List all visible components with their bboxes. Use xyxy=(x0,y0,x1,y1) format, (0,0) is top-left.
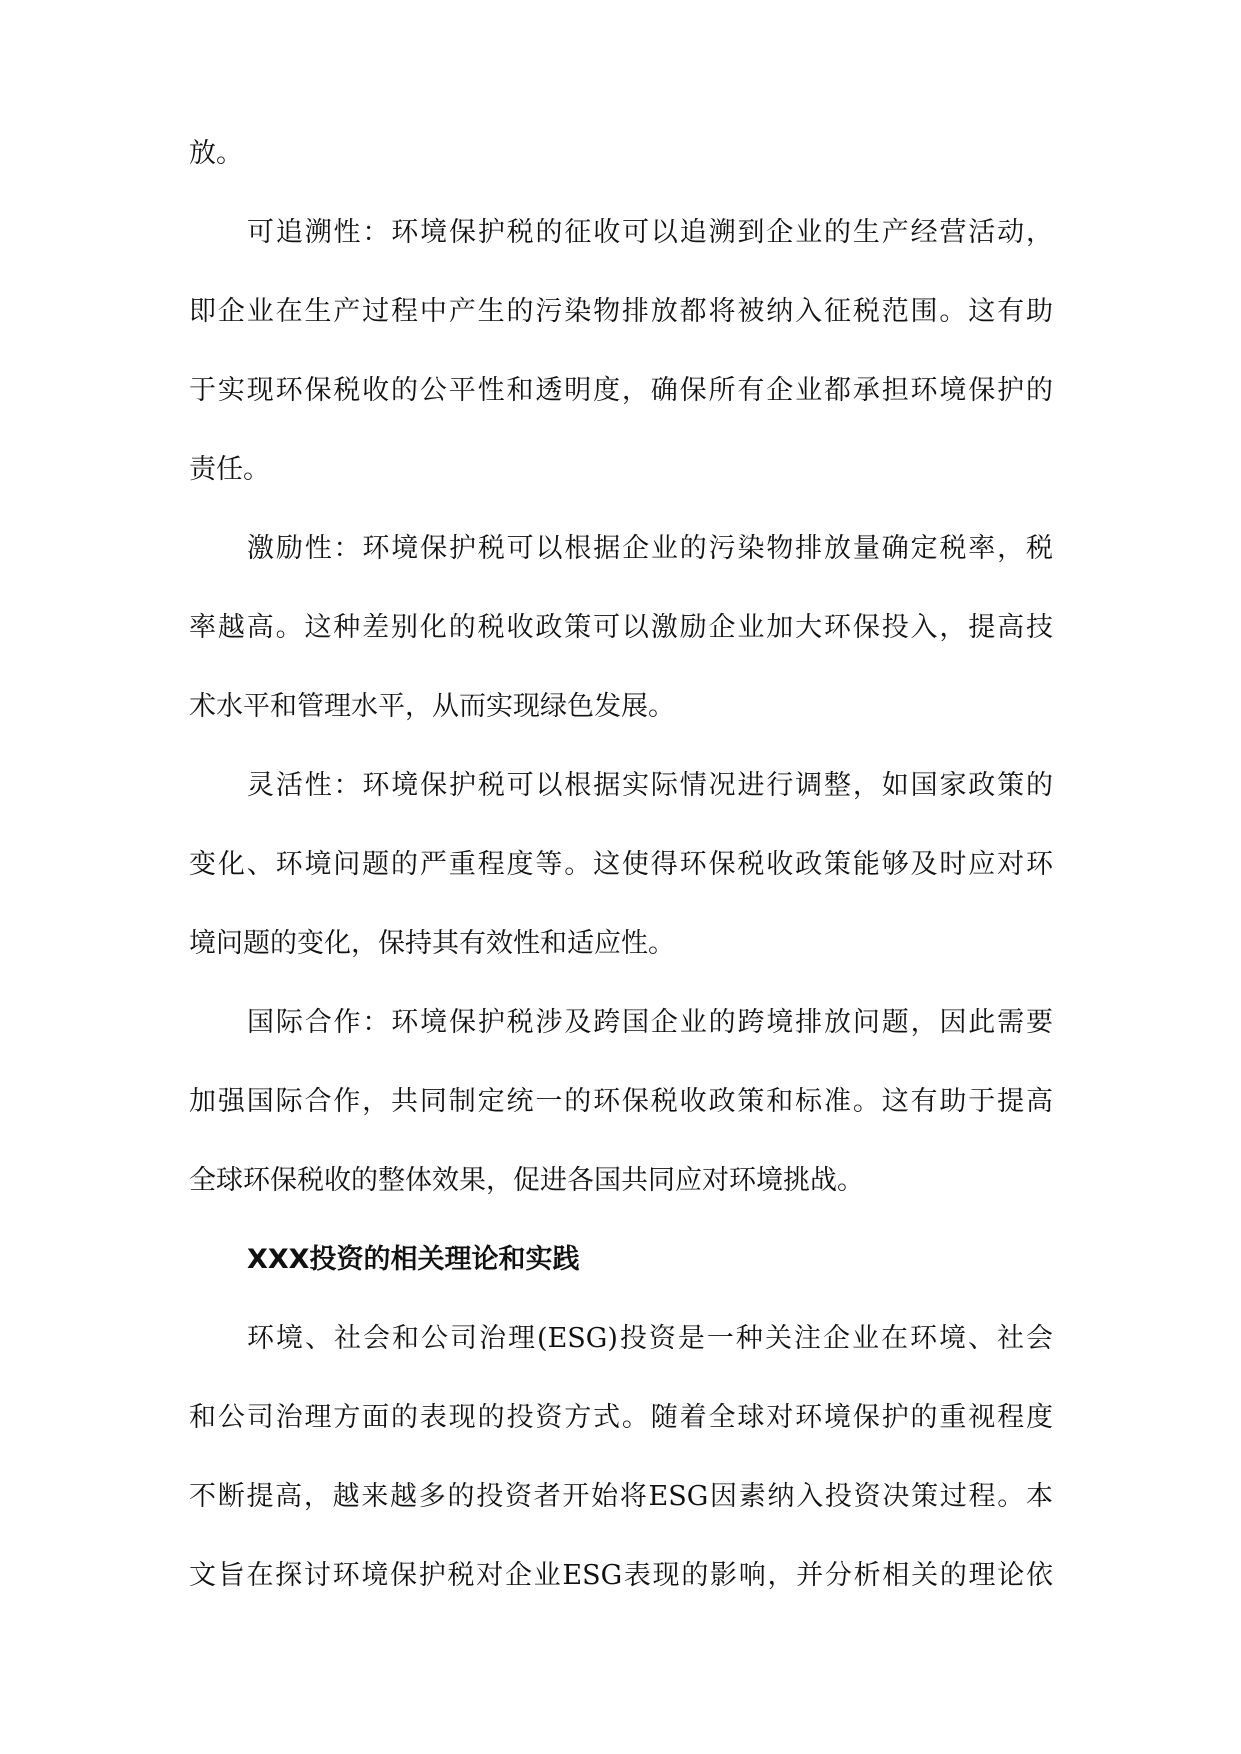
text-line: 责任。 xyxy=(189,454,270,485)
text-line: 环境、社会和公司治理(ESG)投资是一种关注企业在环境、社会 xyxy=(247,1323,1053,1354)
text-line: 境问题的变化，保持其有效性和适应性。 xyxy=(189,928,675,959)
text-line: 于实现环保税收的公平性和透明度，确保所有企业都承担环境保护的 xyxy=(189,375,1053,406)
section-heading: XXX投资的相关理论和实践 xyxy=(247,1244,580,1275)
text-line: 激励性：环境保护税可以根据企业的污染物排放量确定税率，税 xyxy=(247,533,1053,564)
text-line: 文旨在探讨环境保护税对企业ESG表现的影响，并分析相关的理论依 xyxy=(189,1560,1053,1591)
text-line: 术水平和管理水平，从而实现绿色发展。 xyxy=(189,691,675,722)
document-page xyxy=(189,140,1053,1641)
text-line: 即企业在生产过程中产生的污染物排放都将被纳入征税范围。这有助 xyxy=(189,296,1053,327)
text-line: 全球环保税收的整体效果，促进各国共同应对环境挑战。 xyxy=(189,1165,864,1196)
text-line: 放。 xyxy=(189,138,243,169)
text-line: 灵活性：环境保护税可以根据实际情况进行调整，如国家政策的 xyxy=(247,770,1053,801)
text-line: 可追溯性：环境保护税的征收可以追溯到企业的生产经营活动， xyxy=(247,217,1053,248)
text-line: 加强国际合作，共同制定统一的环保税收政策和标准。这有助于提高 xyxy=(189,1086,1053,1117)
text-line: 率越高。这种差别化的税收政策可以激励企业加大环保投入，提高技 xyxy=(189,612,1053,643)
text-line: 国际合作：环境保护税涉及跨国企业的跨境排放问题，因此需要 xyxy=(247,1007,1053,1038)
text-line: 变化、环境问题的严重程度等。这使得环保税收政策能够及时应对环 xyxy=(189,849,1053,880)
text-line: 和公司治理方面的表现的投资方式。随着全球对环境保护的重视程度 xyxy=(189,1402,1053,1433)
text-line: 不断提高，越来越多的投资者开始将ESG因素纳入投资决策过程。本 xyxy=(189,1481,1053,1512)
